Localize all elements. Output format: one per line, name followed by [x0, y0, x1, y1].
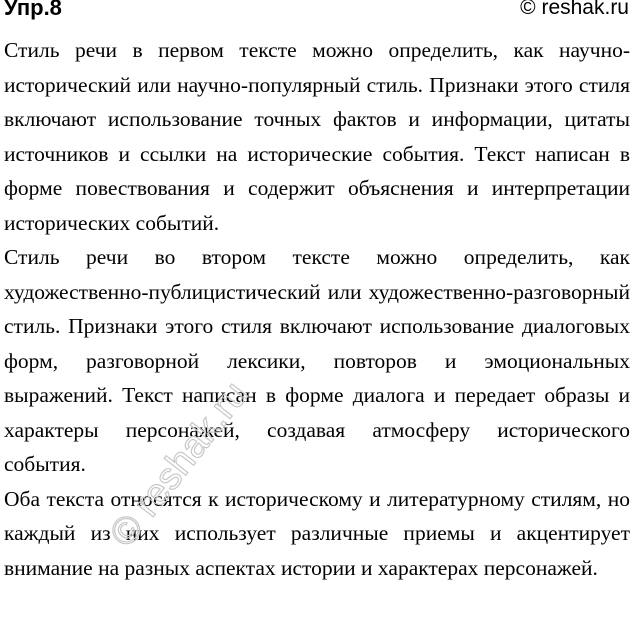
- watermark-text: © reshak.ru: [102, 373, 257, 555]
- page-header: [4, 0, 629, 22]
- paragraph-first-text-style: Стиль речи в первом тексте можно определить, как научно-исторический или научно-популярный стиль. Признаки этого стиля включают использование точных фактов и информации, цитаты источников и ссылки на исторические события. Текст написан в форме повествования и содержит объяснения и интерпретации исторических событий.: [4, 38, 630, 235]
- exercise-title: Упр.8: [4, 0, 62, 20]
- paragraph-second-text-style: Стиль речи во втором тексте можно определить, как художественно-публицистический или художественно-разговорный стиль. Признаки этого стиля включают использование диалоговых форм, разговорной лексики, повторов и эмоциональных выражений. Текст написан в форме диалога и передает образы и характеры персонажей, создавая атмосферу исторического события.: [4, 245, 630, 476]
- paragraph-conclusion: Оба текста относятся к историческому и литературному стилям, но каждый из них использует различные приемы и акцентирует внимание на разных аспектах истории и характерах персонажей.: [4, 486, 630, 580]
- answer-text: [4, 33, 630, 585]
- site-copyright: © reshak.ru: [520, 0, 629, 19]
